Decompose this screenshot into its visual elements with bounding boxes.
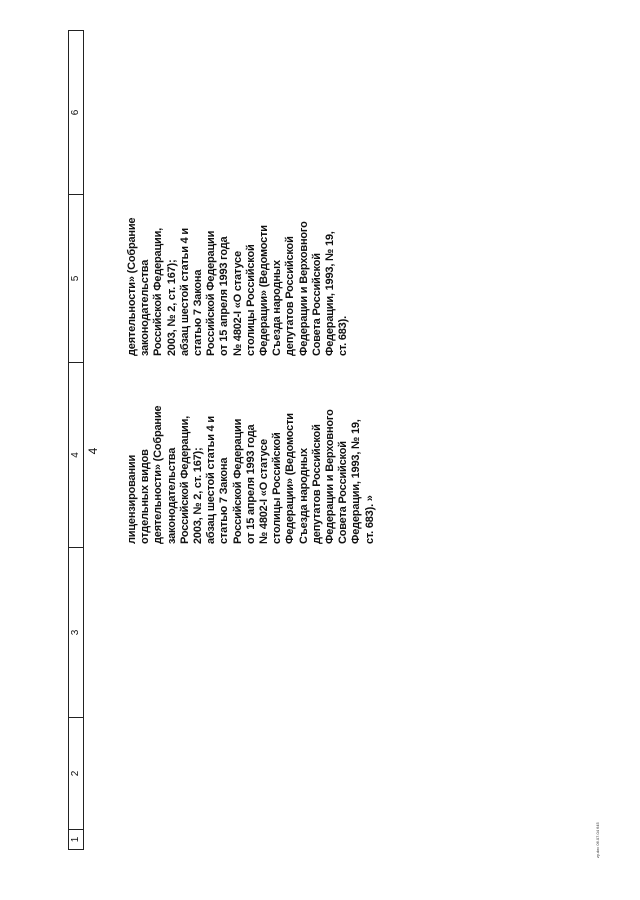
text-line: Совета Российской: [337, 441, 350, 544]
text-line: № 4802-I «О статусе: [231, 251, 244, 356]
text-line: Съезда народных: [271, 260, 284, 356]
text-line: статью 7 Закона: [192, 269, 205, 356]
text-line: депутатов Российской: [284, 236, 297, 356]
header-cell-3: [69, 547, 83, 717]
text-line: ст. 683).: [337, 316, 350, 356]
text-line: Федерации» (Ведомости: [284, 413, 297, 544]
text-line: деятельности» (Собрание: [126, 217, 138, 356]
text-line: отдельных видов: [139, 449, 152, 544]
header-cell-6: [69, 31, 83, 194]
text-line: Российской Федерации: [231, 418, 244, 544]
header-cell-label: 4: [70, 452, 81, 458]
text-line: Совета Российской: [310, 253, 323, 356]
text-line: Федерации и Верховного: [297, 221, 310, 356]
text-line: от 15 апреля 1993 года: [218, 236, 231, 356]
text-line: № 4802-I «О статусе: [258, 439, 271, 544]
text-line: абзац шестой статьи 4 и: [178, 228, 191, 356]
text-line: ст. 683). »: [363, 495, 376, 544]
header-cell-1: [69, 829, 83, 849]
text-line: законодательства: [165, 447, 178, 544]
text-line: Федерации и Верховного: [324, 409, 337, 544]
header-cell-4: [69, 362, 83, 547]
header-cell-label: 2: [70, 770, 81, 777]
header-cell-label: 3: [70, 629, 81, 636]
text-line: Российской Федерации,: [152, 228, 165, 356]
header-cell-label: 5: [70, 275, 81, 282]
text-line: абзац шестой статьи 4 и: [205, 416, 218, 544]
column-5-text: [126, 181, 350, 356]
text-line: Федерации, 1993, № 19,: [324, 231, 337, 356]
text-line: столицы Российской: [244, 244, 257, 356]
text-line: деятельности» (Собрание: [152, 405, 165, 544]
table-header-row: [68, 30, 84, 850]
text-line: 2003, № 2, ст. 167);: [165, 259, 178, 356]
text-line: от 15 апреля 1993 года: [244, 424, 257, 544]
text-line: статью 7 Закона: [218, 457, 231, 544]
text-line: Российской Федерации: [205, 230, 218, 356]
text-line: Федерации» (Ведомости: [258, 225, 271, 356]
header-cell-label: 1: [70, 836, 81, 843]
text-line: Федерации, 1993, № 19,: [350, 419, 363, 544]
text-line: Съезда народных: [297, 448, 310, 544]
text-line: лицензировании: [126, 454, 138, 544]
text-line: столицы Российской: [271, 432, 284, 544]
text-line: депутатов Российской: [310, 424, 323, 544]
header-cell-label: 6: [70, 109, 81, 116]
header-cell-5: [69, 194, 83, 362]
page-number: 4: [86, 447, 100, 455]
header-cell-2: [69, 717, 83, 829]
text-line: Российской Федерации,: [178, 416, 191, 544]
column-4-text: [126, 369, 377, 544]
text-line: 2003, № 2, ст. 167);: [192, 447, 205, 544]
text-line: законодательства: [139, 259, 152, 356]
document-footer-mark: zy.doc 06.07.04 645: [595, 822, 600, 858]
